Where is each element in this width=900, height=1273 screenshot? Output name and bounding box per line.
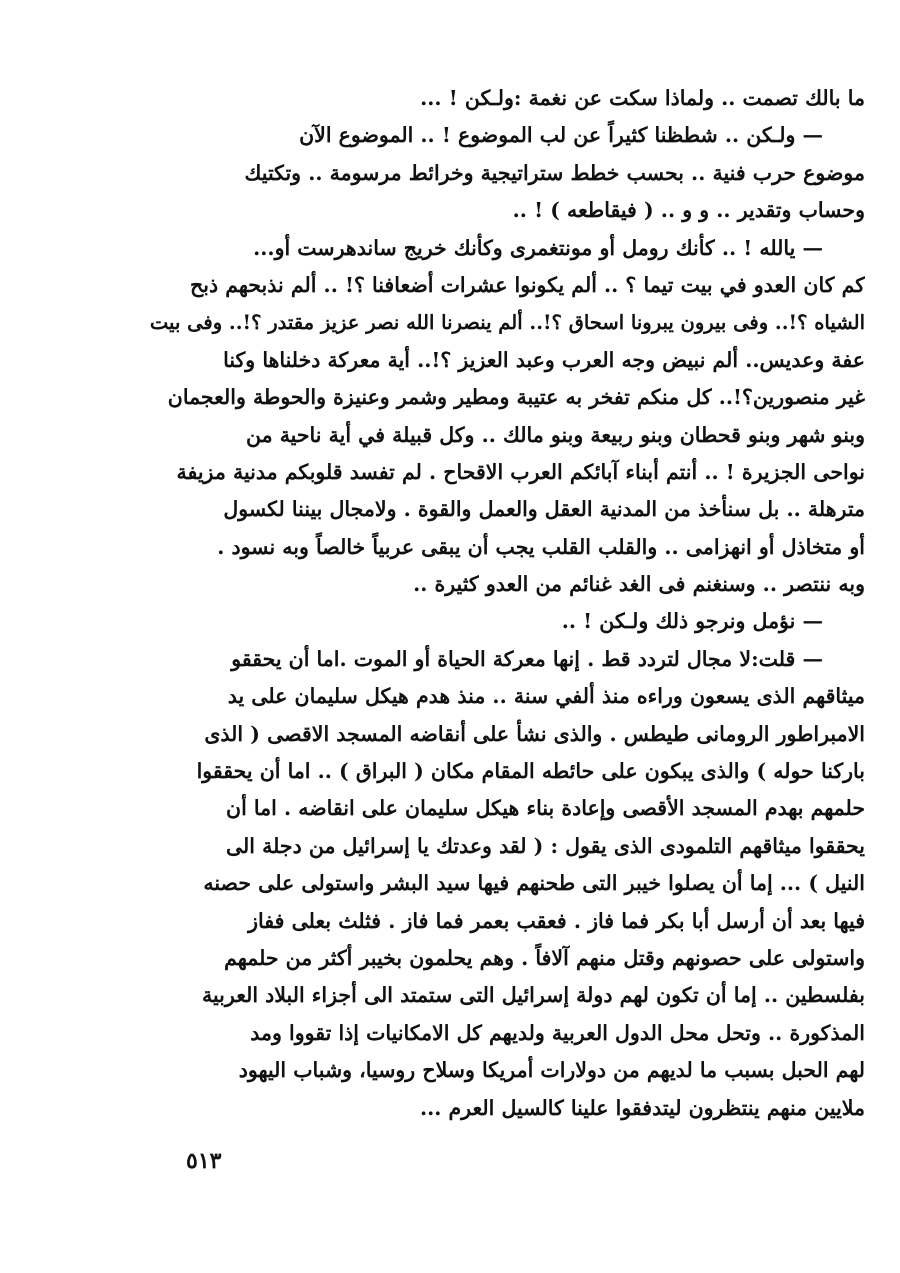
text-line: — يالله ! .. كأنك رومل أو مونتغمرى وكأنك خريج ساندهرست أو... bbox=[253, 235, 823, 260]
page-number: ٥١٣ bbox=[186, 1148, 222, 1174]
text-line: واستولى على حصونهم وقتل منهم آلافاً . وهم يحلمون بخيبر أكثر من حلمهم bbox=[224, 945, 865, 970]
text-line: مترهلة .. بل سنأخذ من المدنية العقل والعمل والقوة . ولامجال بيننا لكسول bbox=[223, 497, 865, 522]
text-line: ميثاقهم الذى يسعون وراءه منذ ألفي سنة .. منذ هدم هيكل سليمان على يد bbox=[227, 684, 865, 709]
text-line: أو متخاذل أو انهزامى .. والقلب القلب يجب أن يبقى عربياً خالصاً وبه نسود . bbox=[217, 534, 865, 559]
text-line: فيها بعد أن أرسل أبا بكر فما فاز . فعقب بعمر فما فاز . فثلث بعلى ففاز bbox=[248, 908, 865, 933]
text-line: الامبراطور الرومانى طيطس . والذى نشأ على أنقاضه المسجد الاقصى ( الذى bbox=[204, 721, 865, 746]
text-line: غير منصورين؟!.. كل منكم تفخر به عتيبة ومطير وشمر وعنيزة والحوطة والعجمان bbox=[167, 385, 865, 410]
text-line: وحساب وتقدير .. و و .. ( فيقاطعه ) ! .. bbox=[512, 198, 865, 223]
text-line: لهم الحبل بسبب ما لديهم من دولارات أمريكا وسلاح روسيا، وشباب اليهود bbox=[238, 1058, 865, 1083]
text-line: — نؤمل ونرجو ذلك ولـكن ! .. bbox=[561, 609, 823, 634]
text-line: ما بالك تصمت .. ولماذا سكت عن نغمة :ولـكن ! ... bbox=[420, 86, 865, 110]
text-line: ملايين منهم ينتظرون ليتدفقوا علينا كالسيل العرم ... bbox=[419, 1095, 865, 1120]
text-line: موضوع حرب فنية .. بحسب خطط ستراتيجية وخرائط مرسومة .. وتكتيك bbox=[244, 160, 865, 185]
text-line: بفلسطين .. إما أن تكون لهم دولة إسرائيل التى ستمتد الى أجزاء البلاد العربية bbox=[202, 983, 865, 1008]
text-line: — قلت:لا مجال لتردد قط . إنها معركة الحياة أو الموت .اما أن يحققو bbox=[231, 646, 823, 671]
text-line: الشياه ؟!.. وفى بيرون يبرونا اسحاق ؟!.. ألم ينصرنا الله نصر عزيز مقتدر ؟!.. وفى بيت bbox=[149, 311, 865, 335]
text-line: نواحى الجزيرة ! .. أنتم أبناء آبائكم العرب الاقحاح . لم تفسد قلوبكم مدنية مزيفة bbox=[176, 459, 865, 484]
body-text bbox=[140, 80, 865, 1127]
text-line: حلمهم بهدم المسجد الأقصى وإعادة بناء هيكل سليمان على انقاضه . اما أن bbox=[226, 796, 865, 821]
text-line: باركنا حوله ) والذى يبكون على حائطه المقام مكان ( البراق ) .. اما أن يحققوا bbox=[196, 759, 865, 784]
text-line: يحققوا ميثاقهم التلمودى الذى يقول : ( لقد وعدتك يا إسرائيل من دجلة الى bbox=[225, 833, 865, 858]
text-line: وبنو شهر وبنو قحطان وبنو ربيعة وبنو مالك .. وكل قبيلة في أية ناحية من bbox=[245, 422, 865, 447]
text-line: عفة وعديس.. ألم نبيض وجه العرب وعبد العزيز ؟!.. أية معركة دخلناها وكنا bbox=[223, 347, 865, 372]
text-line: المذكورة .. وتحل محل الدول العربية ولديهم كل الامكانيات إذا تقووا ومد bbox=[250, 1020, 865, 1045]
text-line: — ولـكن .. شطظنا كثيراً عن لب الموضوع ! .. الموضوع الآن bbox=[299, 123, 823, 148]
text-line: كم كان العدو في بيت تيما ؟ .. ألم يكونوا عشرات أضعافنا ؟! .. ألم نذبحهم ذبح bbox=[190, 272, 865, 297]
text-line: النيل ) ... إما أن يصلوا خيبر التى طحنهم فيها سيد البشر واستولى على حصنه bbox=[203, 871, 865, 896]
text-line: وبه ننتصر .. وسنغنم فى الغد غنائم من العدو كثيرة .. bbox=[413, 572, 865, 597]
